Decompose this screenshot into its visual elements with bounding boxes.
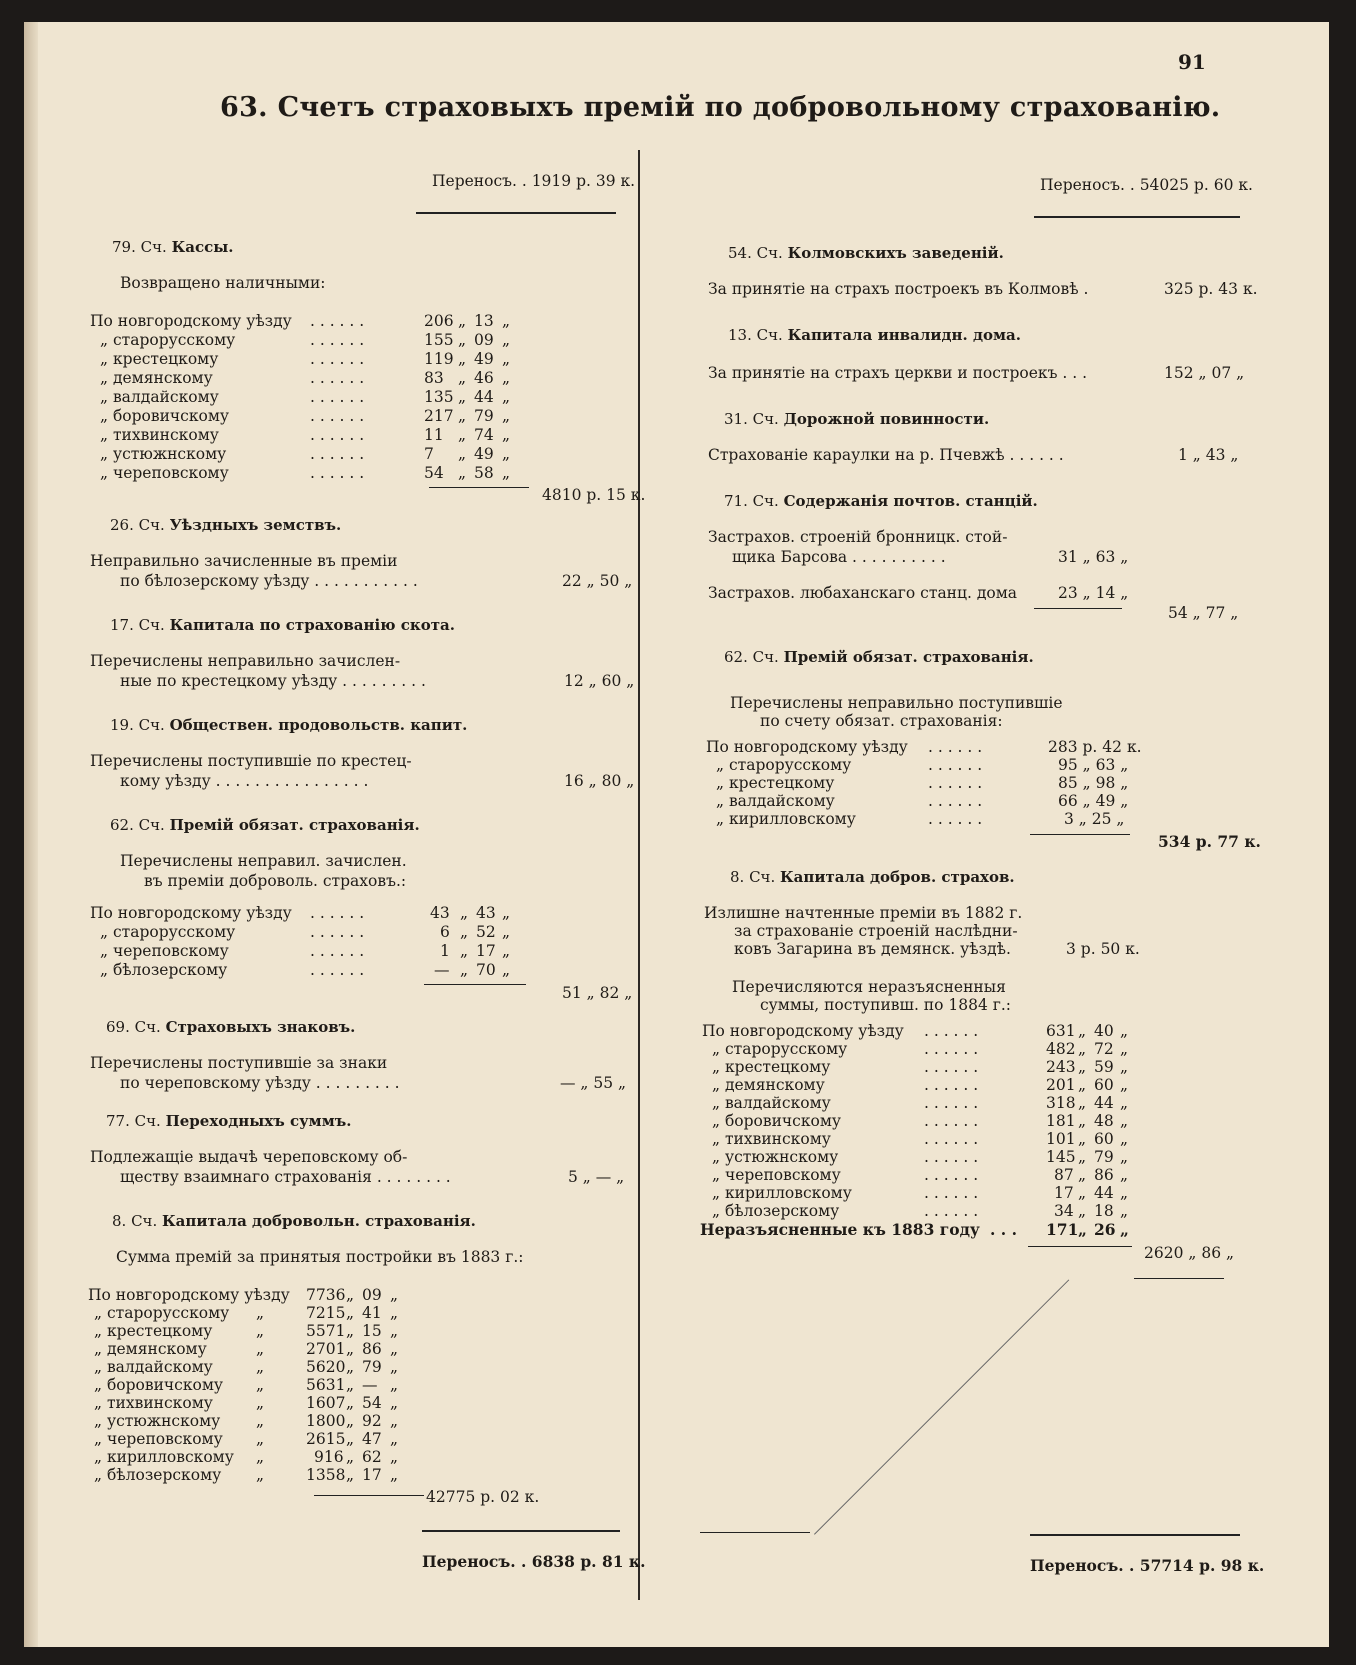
skot-heading: 17. Сч. Капитала по страхованію скота.	[110, 616, 455, 634]
kassa-sum-rule	[429, 487, 529, 488]
cancel-stroke	[814, 1279, 1069, 1534]
left-carry-in-rule	[416, 212, 616, 214]
pocht-line-3: Застрахов. любаханскаго станц. дома	[708, 584, 1018, 602]
pocht-amount-2: 23 „ 14 „	[1058, 584, 1129, 602]
pocht-total: 54 „ 77 „	[1168, 604, 1239, 622]
doroz-amount: 1 „ 43 „	[1178, 446, 1239, 464]
r-kapital-line-1: Излишне начтенные преміи въ 1882 г.	[704, 904, 1023, 922]
invalid-amount: 152 „ 07 „	[1164, 364, 1245, 382]
skot-line-1: Перечислены неправильно зачислен-	[90, 652, 401, 670]
pocht-amount-1: 31 „ 63 „	[1058, 548, 1129, 566]
kolmov-amount: 325 р. 43 к.	[1164, 280, 1258, 298]
premii-sum-rule	[424, 984, 526, 985]
skot-line-2: ные по крестецкому уѣзду . . . . . . . . .	[120, 672, 426, 690]
right-blank-rule	[700, 1532, 810, 1533]
zemstvo-heading: 26. Сч. Уѣздныхъ земствъ.	[110, 516, 342, 534]
prodov-line-1: Перечислены поступившіе по крестец-	[90, 752, 412, 770]
zemstvo-line-2: по бѣлозерскому уѣзду . . . . . . . . . . .	[120, 572, 418, 590]
prodov-line-2: кому уѣзду . . . . . . . . . . . . . . . .	[120, 772, 369, 790]
right-carry-in: Переносъ. . 54025 р. 60 к.	[1040, 176, 1253, 194]
left-carry-out: Переносъ. . 6838 р. 81 к.	[422, 1552, 646, 1571]
znaki-heading: 69. Сч. Страховыхъ знаковъ.	[106, 1018, 356, 1036]
pocht-heading: 71. Сч. Содержанія почтов. станцій.	[724, 492, 1038, 510]
r-premii-total: 534 р. 77 к.	[1158, 832, 1261, 851]
kapital-heading: 8. Сч. Капитала добровольн. страхованія.	[112, 1212, 476, 1230]
r-premii-sub-1: Перечислены неправильно поступившіе	[730, 694, 1063, 712]
left-carry-in: Переносъ. . 1919 р. 39 к.	[432, 172, 636, 190]
r-kapital-amount: 3 р. 50 к.	[1066, 940, 1140, 958]
left-carry-out-rule	[422, 1530, 620, 1532]
znaki-line-1: Перечислены поступившіе за знаки	[90, 1054, 388, 1072]
r-kapital-sub-1: Перечисляются неразъясненныя	[732, 978, 1006, 996]
r-kapital-sub-2: суммы, поступивш. по 1884 г.:	[760, 996, 1012, 1014]
pocht-sum-rule	[1034, 608, 1122, 609]
r-kapital-line-2: за страхованіе строеній наслѣдни-	[734, 922, 1018, 940]
doroz-line: Страхованіе караулки на р. Пчевжѣ . . . . . .	[708, 446, 1064, 464]
zemstvo-line-1: Неправильно зачисленные въ преміи	[90, 552, 398, 570]
perekhod-line-1: Подлежащіе выдачѣ череповскому об-	[90, 1148, 408, 1166]
r-kapital-double-rule	[1134, 1278, 1224, 1279]
page-number: 91	[1178, 50, 1206, 74]
premii-total: 51 „ 82 „	[562, 984, 633, 1002]
doroz-heading: 31. Сч. Дорожной повинности.	[724, 410, 990, 428]
perekhod-amount: 5 „ — „	[568, 1168, 625, 1186]
invalid-heading: 13. Сч. Капитала инвалидн. дома.	[728, 326, 1021, 344]
kolmov-heading: 54. Сч. Колмовскихъ заведеній.	[728, 244, 1004, 262]
perekhod-line-2: ществу взаимнаго страхованія . . . . . . . .	[120, 1168, 451, 1186]
right-carry-out: Переносъ. . 57714 р. 98 к.	[1030, 1556, 1265, 1575]
r-premii-sub-2: по счету обязат. страхованія:	[760, 712, 1003, 730]
pocht-line-2: щика Барсова . . . . . . . . . .	[732, 548, 946, 566]
skot-amount: 12 „ 60 „	[564, 672, 635, 690]
r-kapital-heading: 8. Сч. Капитала добров. страхов.	[730, 868, 1015, 886]
kapital-total: 42775 р. 02 к.	[426, 1488, 540, 1506]
kassa-heading: 79. Сч. Кассы.	[112, 238, 234, 256]
zemstvo-amount: 22 „ 50 „	[562, 572, 633, 590]
premii-sub-2: въ преміи доброволь. страховъ.:	[144, 872, 407, 890]
r-premii-heading: 62. Сч. Премій обязат. страхованія.	[724, 648, 1034, 666]
znaki-line-2: по череповскому уѣзду . . . . . . . . .	[120, 1074, 400, 1092]
kolmov-line: За принятіе на страхъ построекъ въ Колмовѣ .	[708, 280, 1089, 298]
prodov-amount: 16 „ 80 „	[564, 772, 635, 790]
r-kapital-line-3: ковъ Загарина въ демянск. уѣздѣ.	[734, 940, 1011, 958]
r-premii-sum-rule	[1030, 834, 1130, 835]
premii-sub-1: Перечислены неправил. зачислен.	[120, 852, 407, 870]
prodov-heading: 19. Сч. Обществен. продовольств. капит.	[110, 716, 468, 734]
ledger-page: 91 63. Счетъ страховыхъ премій по добровольному страхованію. Переносъ. . 1919 р. 39 к. 79. Сч. Кассы. Возвращено наличными: По новгородскому уѣзду . . . . . . 206 „ 13 „ „ старорусскому . . . . . . 155 „ 09 „ „ крестецкому . . . . . . 119 „ 49 „ „ демянскому . . . . . . 83 „ 46 „ „ валдайскому . . . . . . 135 „ 44 „ „ боровичскому . . . . . . 217 „ 79 „ „ тихвинскому . . . . . . 11 „ 74 „ „ устюжнскому . . . . . . 7 „ 49 „ „ череповскому . . . . . . 54 „ 58 „ 4810 р. 15 к. 26. Сч. Уѣздныхъ земствъ. Неправильно зачисленные въ преміи по бѣлозерскому уѣзду . . . . . . . . . . . 22 „ 50 „ 17. Сч. Капитала по страхованію скота. Перечислены неправильно зачислен- ные по крестецкому уѣзду . . . . . . . . . 12 „ 60 „ 19. Сч. Обществен. продовольств. капит. Перечислены поступившіе по крестец- кому уѣзду . . . . . . . . . . . . . . . . 16 „ 80 „ 62. Сч. Премій обязат. страхованія. Перечислены неправил. зачислен. въ преміи доброволь. страховъ.: По новгородскому уѣзду . . . . . . 43 „ 43 „ „ старорусскому . . . . . . 6 „ 52 „ „ череповскому . . . . . . 1 „ 17 „ „ бѣлозерскому . . . . . . — „ 70 „ 51 „ 82 „ 69. Сч. Страховыхъ знаковъ. Перечислены поступившіе за знаки по череповскому уѣзду . . . . . . . . . — „ 55 „ 77. Сч. Переходныхъ суммъ. Подлежащіе выдачѣ череповскому об- ществу взаимнаго страхованія . . . . . . . . 5 „ — „ 8. Сч. Капитала добровольн. страхованія. Сумма премій за принятыя постройки въ 1883 г.: По новгородскому уѣзду 7736 „ 09 „ „ старорусскому „ 7215 „ 41 „ „ крестецкому „ 5571 „ 15 „ „ демянскому „ 2701 „ 86 „ „ валдайскому „ 5620 „ 79 „ „ боровичскому „ 5631 „ — „ „ тихвинскому „ 1607 „ 54 „ „ устюжнскому „ 1800 „ 92 „ „ череповскому „ 2615 „ 47 „ „ кирилловскому „ 916 „ 62 „ „ бѣлозерскому „ 1358 „ 17 „ 42775 р. 02 к. Переносъ. . 6838 р. 81 к. Переносъ. . 54025 р. 60 к. 54. Сч. Колмовскихъ заведеній. За принятіе на страхъ построекъ въ Колмовѣ . 325 р. 43 к. 13. Сч. Капитала инвалидн. дома. За принятіе на страхъ церкви и построекъ . . . 152 „ 07 „ 31. Сч. Дорожной повинности. Страхованіе караулки на р. Пчевжѣ . . . . . . 1 „ 43 „ 71. Сч. Содержанія почтов. станцій. Застрахов. строеній бронницк. стой- щика Барсова . . . . . . . . . . 31 „ 63 „ Застрахов. любаханскаго станц. дома 23 „ 14 „ 54 „ 77 „ 62. Сч. Премій обязат. страхованія. Перечислены неправильно поступившіе по счету обязат. страхованія: По новгородскому уѣзду . . . . . . 283 р. 42 к. „ старорусскому . . . . . . 95 „ 63 „ „ крестецкому . . . . . . 85 „ 98 „ „ валдайскому . . . . . . 66 „ 49 „ „ кирилловскому . . . . . . 3 „ 25 „ 534 р. 77 к. 8. Сч. Капитала добров. страхов. Излишне начтенные преміи въ 1882 г. за страхованіе строеній наслѣдни- ковъ Загарина въ демянск. уѣздѣ. 3 р. 50 к. Перечисляются неразъясненныя суммы, поступивш. по 1884 г.: По новгородскому уѣзду . . . . . . 631 „ 40 „ „ старорусскому . . . . . . 482 „ 72 „ „ крестецкому . . . . . . 243 „ 59 „ „ демянскому . . . . . . 201 „ 60 „ „ валдайскому . . . . . . 318 „ 44 „ „ боровичскому . . . . . . 181 „ 48 „ „ тихвинскому . . . . . . 101 „ 60 „ „ устюжнскому . . . . . . 145 „ 79 „ „ череповскому . . . . . . 87 „ 86 „ „ кирилловскому . . . . . . 17 „ 44 „ „ бѣлозерскому . . . . . . 34 „ 18 „ Неразъясненные къ 1883 году . . . 171 „ 26 „ 2620 „ 86 „ Переносъ. . 57714 р. 98 к.	[24, 22, 1329, 1647]
right-carry-in-rule	[1034, 216, 1240, 218]
page-title: 63. Счетъ страховыхъ премій по добровольному страхованію.	[220, 92, 1221, 123]
perekhod-heading: 77. Сч. Переходныхъ суммъ.	[106, 1112, 352, 1130]
kassa-subheading: Возвращено наличными:	[120, 274, 326, 292]
column-divider	[638, 150, 640, 1600]
kapital-subheading: Сумма премій за принятыя постройки въ 1883 г.:	[116, 1248, 524, 1266]
znaki-amount: — „ 55 „	[560, 1074, 627, 1092]
kapital-sum-rule	[314, 1495, 424, 1496]
book-spine	[24, 22, 38, 1647]
kassa-total: 4810 р. 15 к.	[542, 486, 646, 504]
right-carry-out-rule	[1030, 1534, 1240, 1536]
premii-heading: 62. Сч. Премій обязат. страхованія.	[110, 816, 420, 834]
r-kapital-sum-rule	[1028, 1246, 1132, 1247]
r-kapital-total: 2620 „ 86 „	[1144, 1244, 1235, 1262]
invalid-line: За принятіе на страхъ церкви и построекъ . . .	[708, 364, 1088, 382]
pocht-line-1: Застрахов. строеній бронницк. стой-	[708, 528, 1008, 546]
